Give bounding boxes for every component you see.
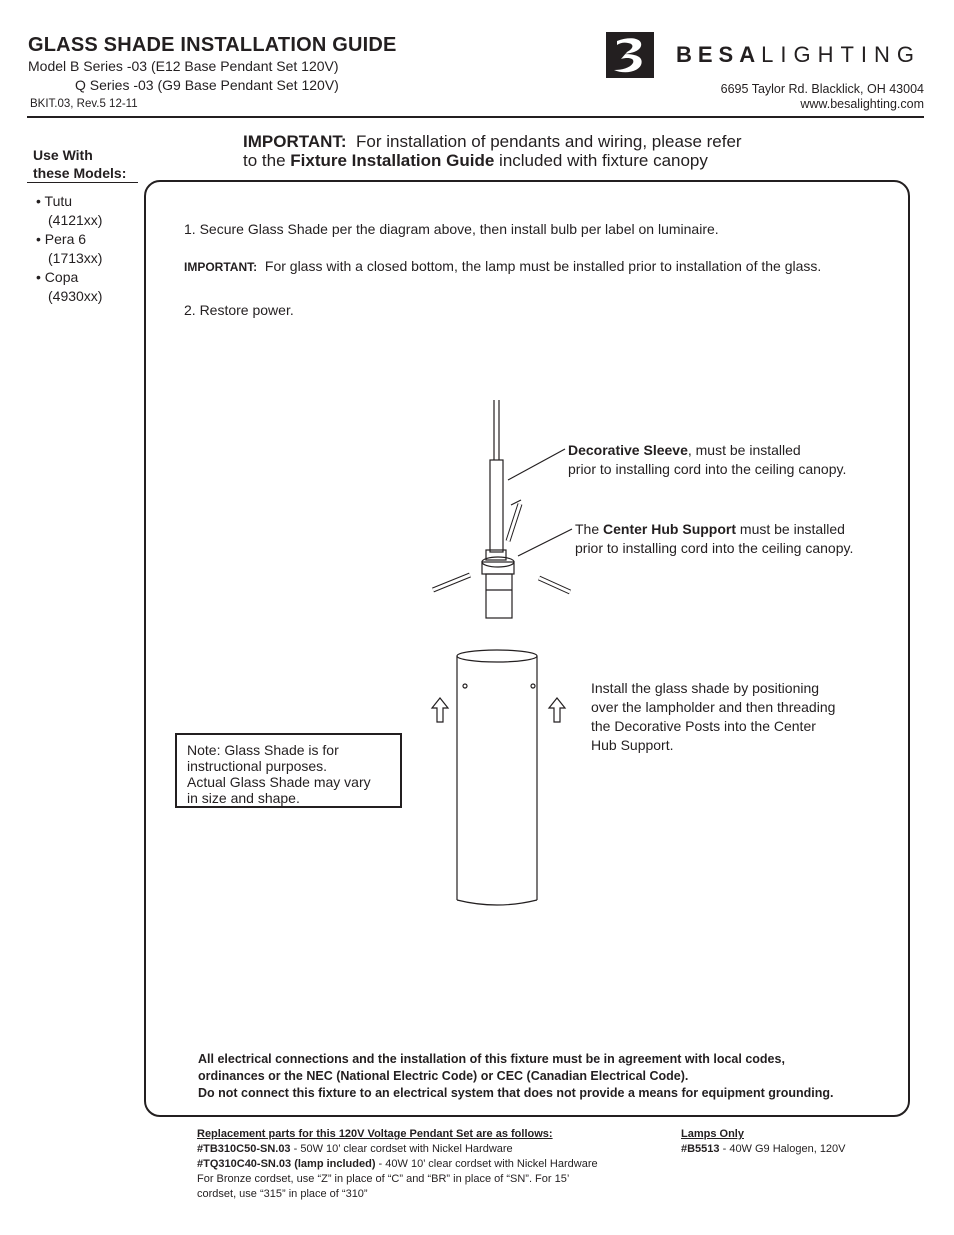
list-item: (1713xx) [48, 250, 103, 266]
model-line-2: Q Series -03 (G9 Base Pendant Set 120V) [75, 77, 339, 93]
important-notice: IMPORTANT: For installation of pendants and wiring, please refer to the Fixture Installation Guide included with fixture canopy [243, 132, 742, 170]
revision-code: BKIT.03, Rev.5 12-11 [30, 98, 138, 110]
model-line-1: Model B Series -03 (E12 Base Pendant Set 120V) [28, 58, 339, 74]
hub-callout: The Center Hub Support must be installed prior to installing cord into the ceiling canopy. [575, 521, 854, 556]
list-item: • Copa [36, 269, 79, 285]
lamps-info: Lamps Only #B5513 - 40W G9 Halogen, 120V [681, 1128, 846, 1155]
document-title: GLASS SHADE INSTALLATION GUIDE [28, 34, 397, 56]
note-box: Note: Glass Shade is for instructional purposes. Actual Glass Shade may vary in size and shape. [175, 733, 402, 808]
list-item: • Pera 6 [36, 231, 87, 247]
step-1: 1. Secure Glass Shade per the diagram above, then install bulb per label on luminaire. [184, 221, 719, 237]
step-2: 2. Restore power. [184, 302, 294, 318]
electrical-warning: All electrical connections and the installation of this fixture must be in agreement with local codes, ordinances or the NEC (National Electric Code) or CEC (Canadian Electrical Code). Do not connect this fixture to an electrical system that does not provide a means for equipment grounding. [198, 1052, 834, 1100]
list-item: (4930xx) [48, 288, 103, 304]
replacement-parts: Replacement parts for this 120V Voltage Pendant Set are as follows: #TB310C50-SN.03 - 50W 10’ clear cordset with Nickel Hardware #TQ310C40-SN.03 (lamp included) - 40W 10’ clear cordset with Nickel Hardware For Bronze cordset, use “Z” in place of “C” and “BR” in place of “SN”. For 15’ cordset, use “315” in place of “310” [197, 1128, 598, 1200]
list-item: (4121xx) [48, 212, 103, 228]
address-line: 6695 Taylor Rd. Blacklick, OH 43004 [720, 82, 924, 96]
install-callout: Install the glass shade by positioning over the lampholder and then threading the Decorative Posts into the Center Hub Support. [591, 680, 836, 753]
step-important: IMPORTANT: For glass with a closed bottom, the lamp must be installed prior to installation of the glass. [184, 258, 822, 274]
sidebar-heading: Use With these Models: [33, 147, 127, 181]
list-item: • Tutu [36, 193, 73, 209]
brand-name: BESALIGHTING [676, 42, 922, 67]
sleeve-callout: Decorative Sleeve, must be installed prior to installing cord into the ceiling canopy. [568, 442, 847, 477]
website-link[interactable]: www.besalighting.com [800, 97, 924, 111]
